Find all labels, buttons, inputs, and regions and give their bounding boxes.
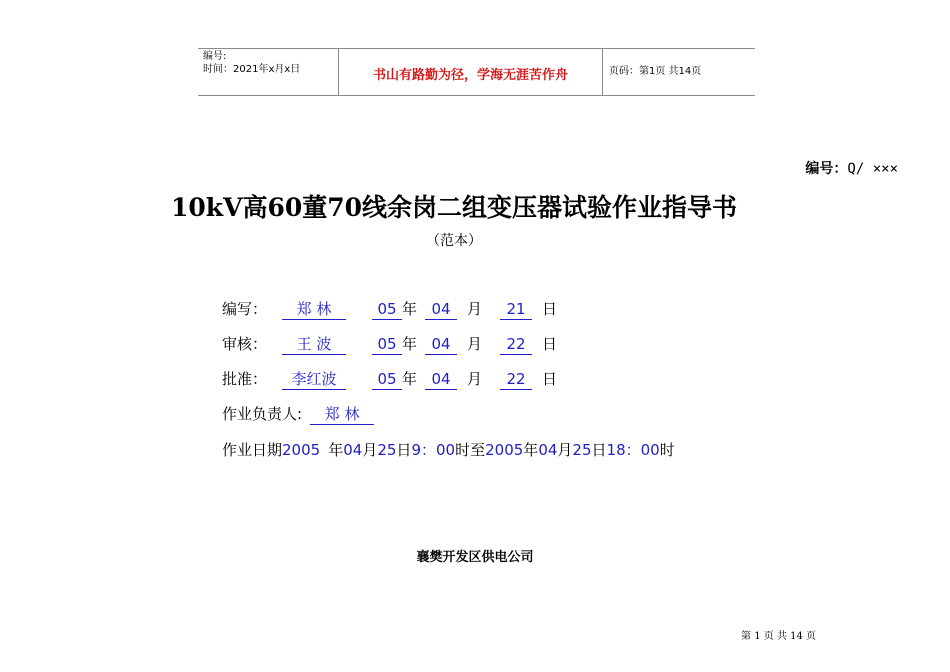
responsible-row — [222, 404, 374, 424]
signoff-month: 04 — [425, 334, 457, 355]
colon: ： — [420, 441, 436, 459]
year-char: 年 — [328, 441, 344, 459]
header-page-info: 页码：第1页 共14页 — [609, 66, 702, 77]
day-char: 日 — [542, 300, 558, 318]
signoff-row-approved — [222, 369, 557, 389]
start-minute: 00 — [436, 441, 456, 459]
signoff-year: 05 — [372, 299, 402, 320]
start-month: 04 — [343, 441, 363, 459]
document-number-value: Q/ ××× — [847, 161, 898, 177]
signoff-day: 22 — [500, 334, 532, 355]
end-hour: 18 — [606, 441, 626, 459]
month-char: 月 — [362, 441, 378, 459]
signoff-label: 编写： — [222, 300, 268, 318]
year-char: 年 — [402, 335, 418, 353]
to-text: 时至 — [455, 441, 486, 459]
document-number-label: 编号： — [805, 161, 848, 177]
month-char: 月 — [467, 370, 483, 388]
header-time-label: 时间：2021年x月x日 — [203, 64, 301, 75]
signoff-day: 22 — [500, 369, 532, 390]
start-day: 25 — [377, 441, 397, 459]
year-char: 年 — [402, 300, 418, 318]
day-char: 日 — [396, 441, 412, 459]
header-divider — [602, 48, 603, 96]
signoff-name: 郑 林 — [282, 299, 346, 320]
day-char: 日 — [542, 335, 558, 353]
day-char: 日 — [542, 370, 558, 388]
signoff-row-compiled — [222, 299, 557, 319]
signoff-year: 05 — [372, 369, 402, 390]
signoff-row-reviewed — [222, 334, 557, 354]
header-number-label: 编号: — [203, 51, 227, 62]
year-char: 年 — [523, 441, 539, 459]
start-year: 2005 — [282, 441, 321, 459]
responsible-label: 作业负责人: — [222, 405, 303, 423]
signoff-year: 05 — [372, 334, 402, 355]
document-subtitle: （范本） — [426, 233, 482, 249]
month-char: 月 — [467, 300, 483, 318]
work-date-row — [222, 440, 675, 460]
header-motto: 书山有路勤为径，学海无涯苦作舟 — [372, 68, 568, 83]
signoff-month: 04 — [425, 299, 457, 320]
document-title: 10kV高60董70线余岗二组变压器试验作业指导书 — [170, 193, 738, 222]
signoff-label: 审核： — [222, 335, 268, 353]
year-char: 年 — [402, 370, 418, 388]
signoff-day: 21 — [500, 299, 532, 320]
signoff-month: 04 — [425, 369, 457, 390]
end-year: 2005 — [485, 441, 524, 459]
signoff-label: 批准： — [222, 370, 268, 388]
end-day: 25 — [572, 441, 592, 459]
day-char: 日 — [591, 441, 607, 459]
hour-char: 时 — [659, 441, 675, 459]
responsible-name: 郑 林 — [310, 404, 374, 425]
page-footer: 第 1 页 共 14 页 — [741, 631, 816, 642]
start-hour: 9 — [411, 441, 421, 459]
colon: ： — [625, 441, 641, 459]
end-month: 04 — [538, 441, 558, 459]
company-name: 襄樊开发区供电公司 — [416, 550, 534, 565]
signoff-name: 李红波 — [282, 369, 346, 390]
signoff-name: 王 波 — [282, 334, 346, 355]
month-char: 月 — [557, 441, 573, 459]
work-date-label: 作业日期 — [222, 441, 283, 459]
document-number — [805, 158, 898, 178]
header-bottom-rule — [198, 95, 755, 96]
month-char: 月 — [467, 335, 483, 353]
header-top-rule — [198, 48, 755, 49]
end-minute: 00 — [640, 441, 660, 459]
